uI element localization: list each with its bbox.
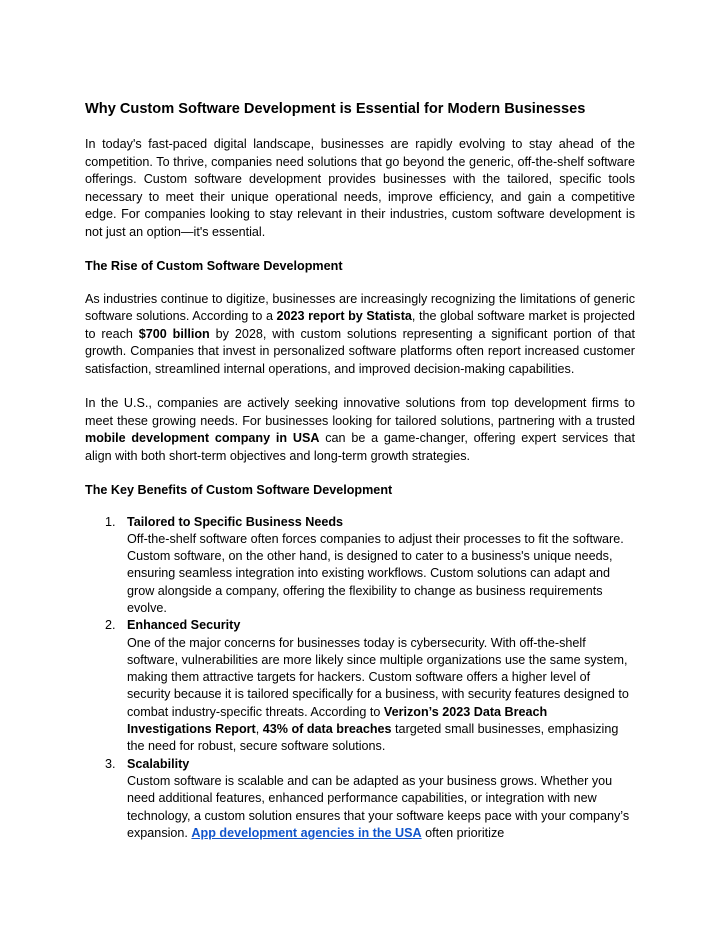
text-span: , <box>255 722 263 737</box>
list-item-body: Off-the-shelf software often forces companies to adjust their processes to fit the software. Custom software, on the other hand, is designed to cater to a business's unique needs, ensuring seamless integration into existing workflows. Custom solutions can adapt and grow alongside a company, offering the flexibility to change as business requirements evolve. <box>127 531 624 615</box>
bold-mobile-company: mobile development company in USA <box>85 431 320 445</box>
text-span: targeted small businesses, emphasizing the need for robust, secure software solutions. <box>127 722 619 754</box>
list-item <box>85 514 635 618</box>
list-item-body <box>127 773 635 842</box>
list-number: 3. <box>105 756 116 771</box>
rise-paragraph-1 <box>85 291 635 379</box>
bold-statista: 2023 report by Statista <box>276 309 412 323</box>
text-span: often prioritize <box>421 825 505 840</box>
list-number: 1. <box>105 514 116 529</box>
text-span: Custom software is scalable and can be adapted as your business grows. Whether you need additional features, enhanced performance capabilities, or integration with new technology, a custom solution ensures that your software keeps pace with your company’s expansion. <box>127 773 630 840</box>
list-number: 2. <box>105 618 116 633</box>
list-item-title: Tailored to Specific Business Needs <box>127 514 344 529</box>
intro-paragraph: In today's fast-paced digital landscape, businesses are rapidly evolving to stay ahead of the competition. To thrive, companies need solutions that go beyond the generic, off-the-shelf software offerings. Custom software development provides businesses with the tailored, specific tools necessary to meet their unique operational needs, improve efficiency, and gain a competitive edge. For companies looking to stay relevant in their industries, custom software development is not just an option—it's essential. <box>85 137 635 239</box>
text-span: can be a game-changer, offering expert services that align with both short-term objectives and long-term growth strategies. <box>85 431 635 463</box>
list-item-title: Enhanced Security <box>127 618 241 633</box>
text-span: As industries continue to digitize, businesses are increasingly recognizing the limitations of generic software solutions. According to a <box>85 291 635 323</box>
app-agencies-link[interactable]: App development agencies in the USA <box>191 825 422 840</box>
section-heading-benefits: The Key Benefits of Custom Software Development <box>85 483 393 497</box>
list-item-title: Scalability <box>127 756 190 771</box>
list-item-body <box>127 635 635 756</box>
text-span: In the U.S., companies are actively seeking innovative solutions from top development firms to meet these growing needs. For businesses looking for tailored solutions, partnering with a trusted <box>85 396 635 428</box>
text-span: One of the major concerns for businesses today is cybersecurity. With off-the-shelf software, vulnerabilities are more likely since multiple organizations use the same system, making them attractive targets for hackers. Custom software offers a higher level of security because it is tailored specifically for a business, with security features designed to combat industry-specific threats. According to <box>127 635 629 719</box>
benefits-list <box>85 514 635 843</box>
bold-market-size: $700 billion <box>138 326 210 341</box>
list-item <box>85 617 635 755</box>
section-heading-rise: The Rise of Custom Software Development <box>85 259 343 273</box>
text-span: by 2028, with custom solutions representing a significant portion of that growth. Companies that invest in personalized software platforms often report increased customer satisfaction, streamlined internal operations, and improved decision-making capabilities. <box>85 326 636 376</box>
bold-breach-stat: 43% of data breaches <box>262 722 392 737</box>
list-item <box>85 756 635 842</box>
rise-paragraph-2 <box>85 395 635 465</box>
text-span: , the global software market is projected to reach <box>85 309 635 341</box>
document-page <box>85 100 635 842</box>
bold-verizon-report: Verizon’s 2023 Data Breach Investigations Report <box>127 704 548 737</box>
page-title: Why Custom Software Development is Essential for Modern Businesses <box>85 101 586 117</box>
